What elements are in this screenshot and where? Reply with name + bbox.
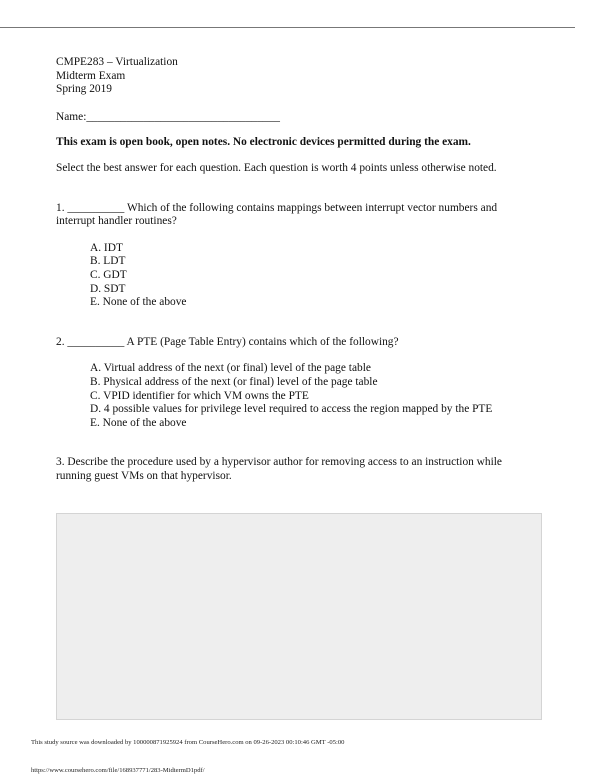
- question-1: [56, 202, 536, 310]
- question-3-answer-box[interactable]: [56, 513, 542, 720]
- question-2-option-b: B. Physical address of the next (or final) level of the page table: [90, 375, 378, 388]
- question-1-options: [90, 242, 536, 310]
- question-3-text-line-2: running guest VMs on that hypervisor.: [56, 469, 232, 482]
- question-3-text-line-1: 3. Describe the procedure used by a hypervisor author for removing access to an instruction while: [56, 456, 502, 469]
- exam-page: [56, 56, 536, 483]
- name-field: Name:__________________________________: [56, 110, 281, 123]
- question-2: [56, 336, 536, 431]
- footer-url[interactable]: https://www.coursehero.com/file/168937771/283-MidtermD1pdf/: [31, 767, 205, 774]
- exam-term: Spring 2019: [56, 83, 113, 96]
- question-2-option-e: E. None of the above: [90, 416, 187, 429]
- question-1-option-c: C. GDT: [90, 268, 127, 281]
- exam-title: Midterm Exam: [56, 69, 126, 82]
- question-1-option-d: D. SDT: [90, 282, 126, 295]
- question-2-option-c: C. VPID identifier for which VM owns the PTE: [90, 389, 309, 402]
- question-2-options: [90, 362, 536, 430]
- question-2-text: 2. __________ A PTE (Page Table Entry) contains which of the following?: [56, 335, 399, 348]
- top-rule: [0, 27, 575, 28]
- question-1-option-b: B. LDT: [90, 255, 126, 268]
- footer-source-notice: This study source was downloaded by 100000871925924 from CourseHero.com on 09-26-2023 00:10:46 GMT -05:00: [31, 739, 345, 746]
- question-2-option-a: A. Virtual address of the next (or final) level of the page table: [90, 362, 371, 375]
- question-1-text-line-1: 1. __________ Which of the following contains mappings between interrupt vector numbers and: [56, 201, 498, 214]
- exam-instructions: Select the best answer for each question. Each question is worth 4 points unless otherwise noted.: [56, 161, 497, 174]
- question-2-option-d: D. 4 possible values for privilege level required to access the region mapped by the PTE: [90, 403, 493, 416]
- course-title: CMPE283 – Virtualization: [56, 56, 178, 68]
- question-3: [56, 456, 536, 483]
- exam-header: [56, 56, 536, 97]
- question-1-option-e: E. None of the above: [90, 296, 187, 309]
- question-1-option-a: A. IDT: [90, 241, 123, 254]
- exam-notice: This exam is open book, open notes. No electronic devices permitted during the exam.: [56, 136, 471, 149]
- question-1-text-line-2: interrupt handler routines?: [56, 215, 177, 228]
